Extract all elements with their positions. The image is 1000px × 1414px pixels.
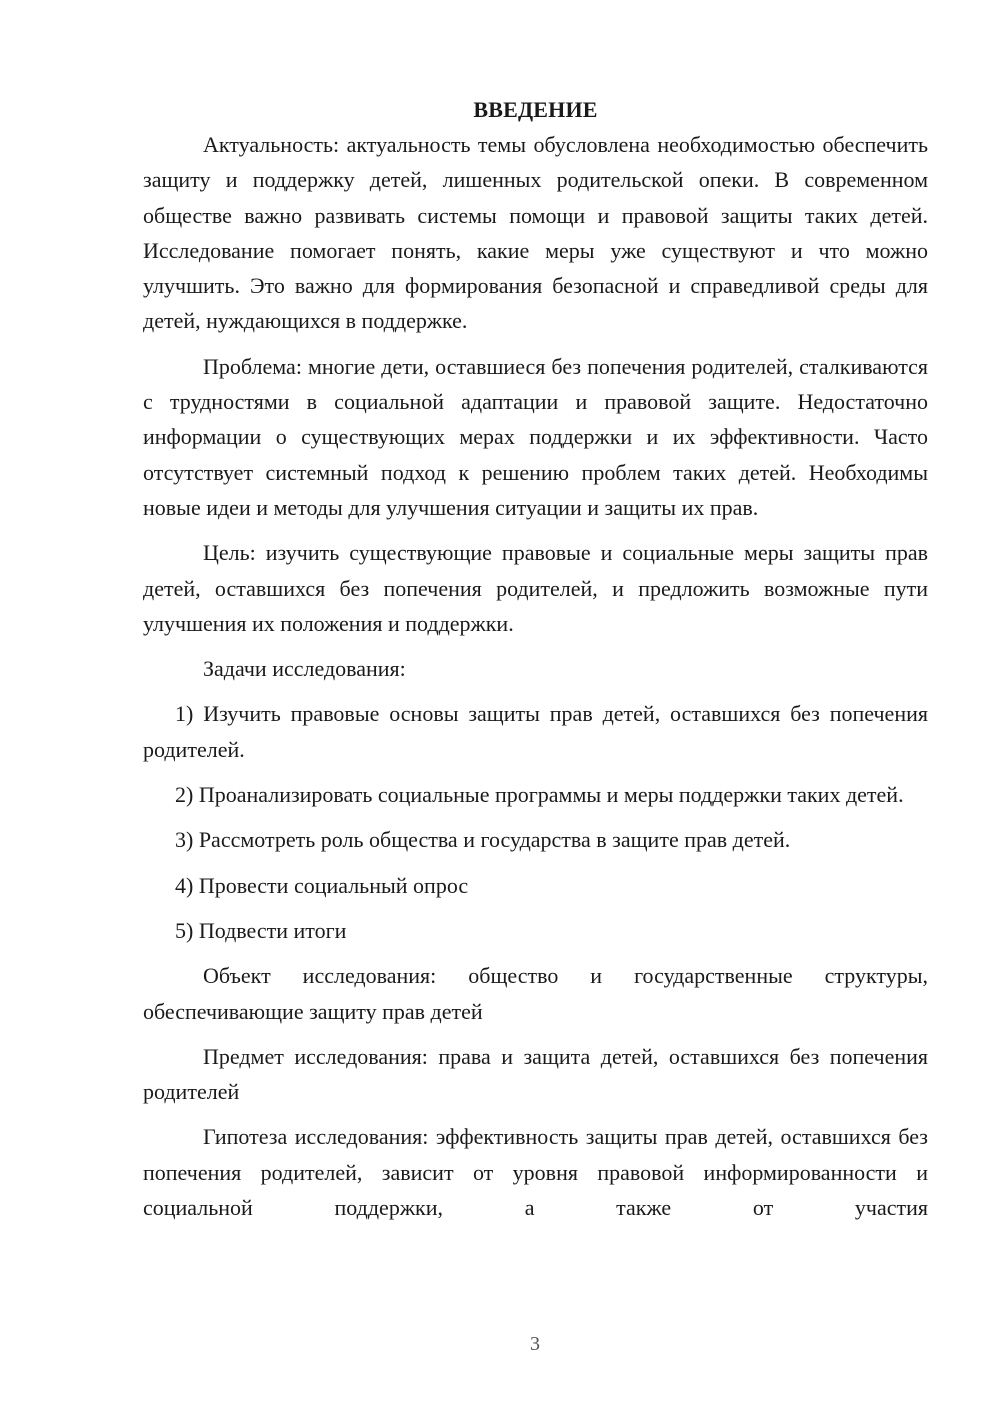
list-item: 2) Проанализировать социальные программы и меры поддержки таких детей. bbox=[175, 782, 904, 808]
relevance-paragraph: Актуальность: актуальность темы обусловлена необходимостью обеспечить защиту и поддержку детей, лишенных родительской опеки. В современном обществе важно развивать системы помощи и правовой защиты таких детей. Исследование помогает понять, какие меры уже существуют и что можно улучшить. Это важно для формирования безопасной и справедливой среды для детей, нуждающихся в поддержке. bbox=[143, 132, 928, 334]
subject-paragraph: Предмет исследования: права и защита детей, оставшихся без попечения родителей bbox=[143, 1043, 928, 1105]
tasks-title: Задачи исследования: bbox=[203, 656, 406, 682]
object-paragraph: Объект исследования: общество и государственные структуры, обеспечивающие защиту прав детей bbox=[143, 963, 928, 1024]
goal-paragraph: Цель: изучить существующие правовые и социальные меры защиты прав детей, оставшихся без попечения родителей, и предложить возможные пути улучшения их положения и поддержки. bbox=[143, 540, 928, 636]
page-title: ВВЕДЕНИЕ bbox=[473, 97, 598, 122]
problem-paragraph: Проблема: многие дети, оставшиеся без попечения родителей, сталкиваются с трудностями в социальной адаптации и правовой защите. Недостаточно информации о существующих мерах поддержки и их эффективности. Часто отсутствует системный подход к решению проблем таких детей. Необходимы новые идеи и методы для улучшения ситуации и защиты их прав. bbox=[143, 353, 928, 520]
list-item: 5) Подвести итоги bbox=[175, 917, 347, 943]
hypothesis-paragraph: Гипотеза исследования: эффективность защиты прав детей, оставшихся без попечения родителей, зависит от уровня правовой информированности и социальной поддержки, а также от участия bbox=[143, 1124, 928, 1221]
list-item: 3) Рассмотреть роль общества и государства в защите прав детей. bbox=[175, 827, 791, 853]
tasks-list bbox=[143, 696, 928, 948]
list-item: 4) Провести социальный опрос bbox=[175, 872, 469, 898]
page-number: 3 bbox=[530, 1333, 540, 1355]
list-item: 1) Изучить правовые основы защиты прав детей, оставшихся без попечения родителей. bbox=[143, 701, 928, 762]
document-page bbox=[143, 92, 928, 1235]
